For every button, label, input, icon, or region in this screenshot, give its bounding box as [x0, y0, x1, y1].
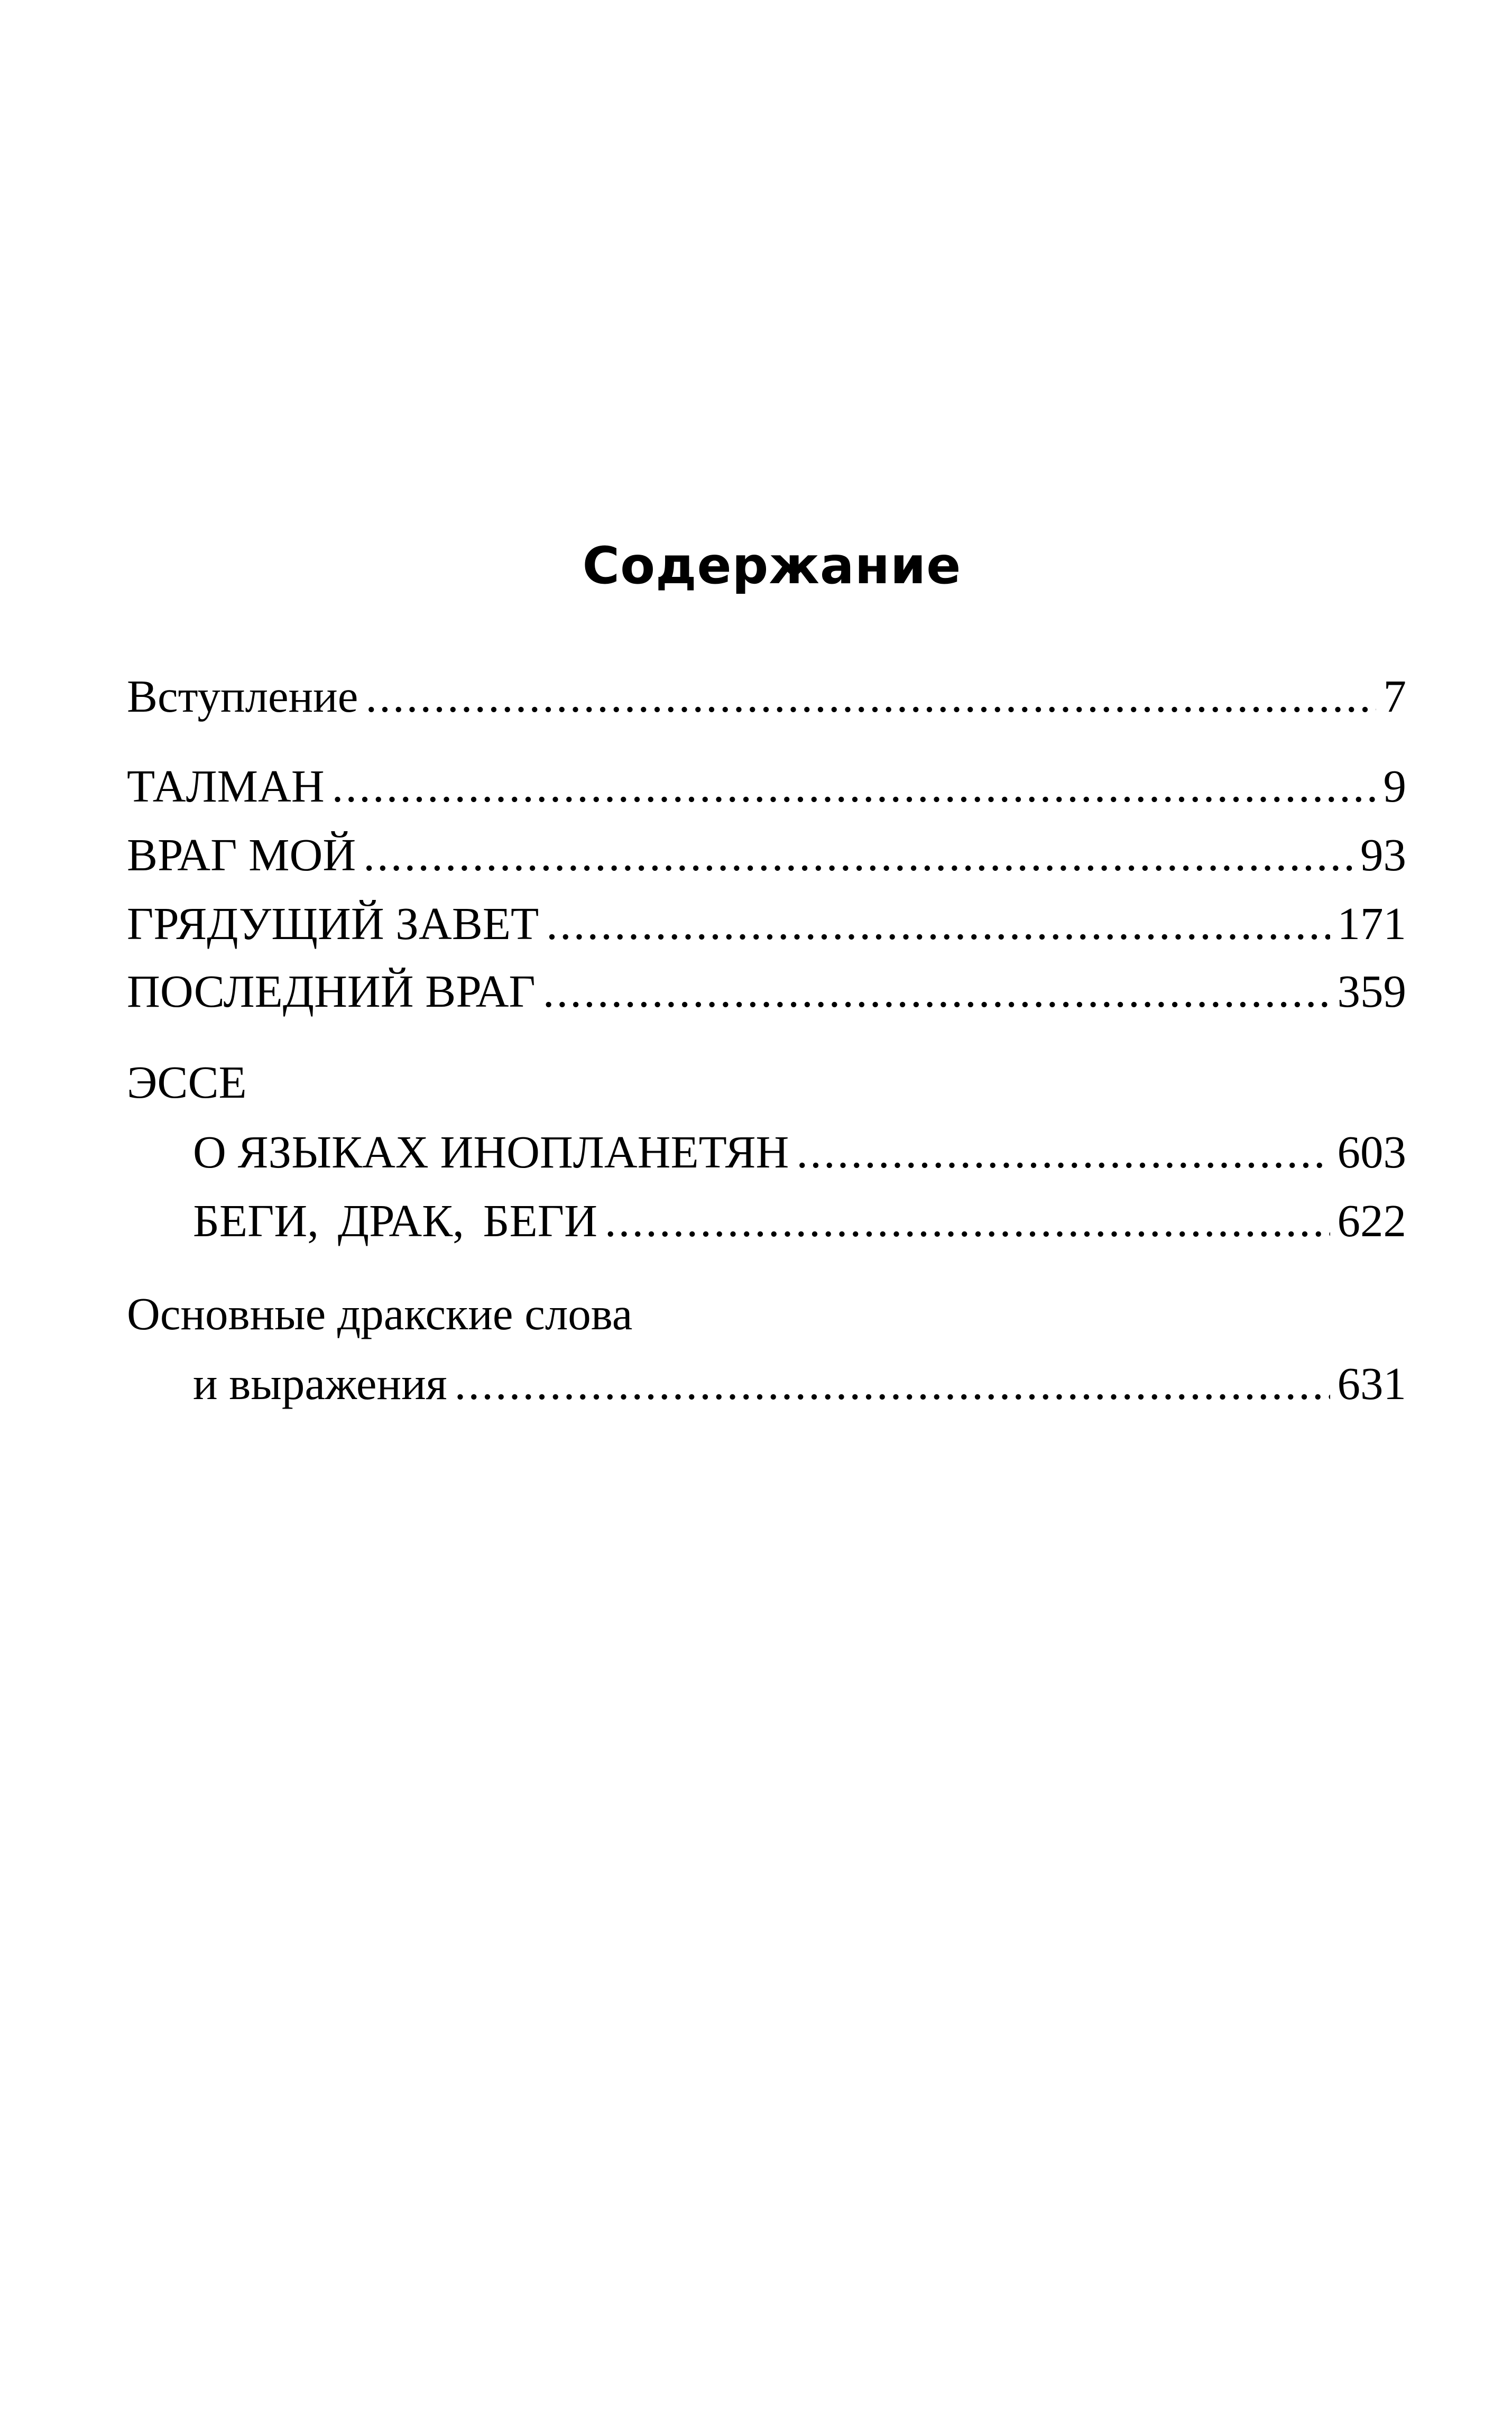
toc-entry-label: ГРЯДУЩИЙ ЗАВЕТ: [127, 898, 539, 949]
toc-entry-label: ПОСЛЕДНИЙ ВРАГ: [127, 965, 536, 1017]
toc-entry-page: 622: [1337, 1195, 1406, 1246]
toc-entry-label: ТАЛМАН: [127, 760, 325, 812]
toc-entry-label: и выражения: [193, 1358, 447, 1409]
toc-entry-page: 9: [1383, 760, 1406, 812]
toc-entry-page: 7: [1383, 670, 1406, 722]
toc-entry-alien-languages: [193, 1123, 1406, 1181]
toc-entry-run-drac-run: [193, 1192, 1406, 1250]
dot-leader: [363, 826, 1353, 884]
toc-entry-page: 359: [1337, 965, 1406, 1017]
dot-leader: [546, 895, 1330, 953]
toc-entry-coming-covenant: [127, 895, 1406, 953]
dot-leader: [455, 1355, 1330, 1413]
toc-entry-talman: [127, 757, 1406, 815]
toc-entry-label: Основные дракские слова: [127, 1288, 633, 1339]
toc-entry-page: 93: [1360, 829, 1406, 880]
toc-entry-label: ВРАГ МОЙ: [127, 829, 356, 880]
toc-entry-label: Вступление: [127, 670, 358, 722]
toc-entry-label: О ЯЗЫКАХ ИНОПЛАНЕТЯН: [193, 1126, 789, 1178]
dot-leader: [796, 1123, 1330, 1181]
toc-entry-page: 603: [1337, 1126, 1406, 1178]
toc-entry-last-enemy: [127, 962, 1406, 1020]
dot-leader: [605, 1192, 1330, 1250]
toc-entry-glossary-line1: [127, 1285, 1406, 1343]
toc-entry-page: 631: [1337, 1358, 1406, 1409]
toc-entry-label: БЕГИ, ДРАК, БЕГИ: [193, 1195, 597, 1246]
toc-entry-enemy-mine: [127, 826, 1406, 884]
toc-section-essays-heading: [127, 1053, 1406, 1111]
dot-leader: [365, 667, 1376, 725]
toc-entry-introduction: [127, 667, 1406, 725]
toc-entry-page: 171: [1337, 898, 1406, 949]
toc-entry-glossary: [193, 1355, 1406, 1413]
dot-leader: [543, 962, 1330, 1020]
page-title: Содержание: [582, 536, 962, 595]
dot-leader: [332, 757, 1376, 815]
toc-section-label: ЭССЕ: [127, 1056, 247, 1108]
